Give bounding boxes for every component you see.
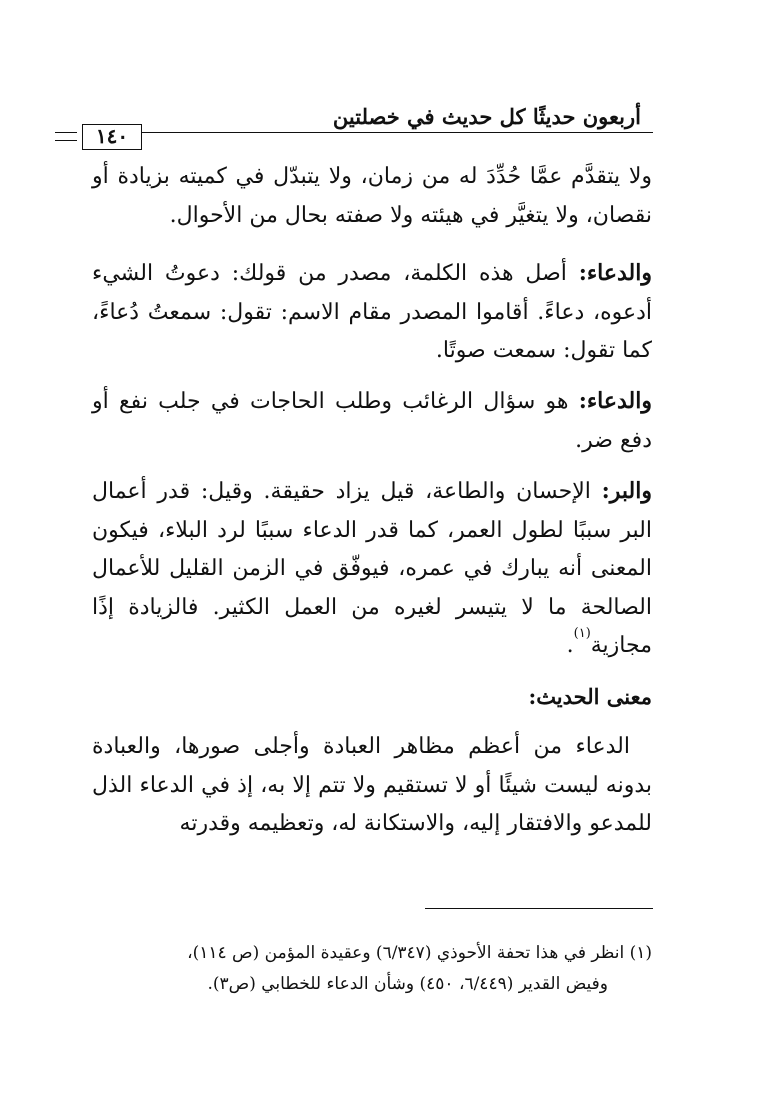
paragraph-2 xyxy=(92,254,652,371)
footnote-line-2: وفيض القدير (٦/٤٤٩، ٤٥٠) وشأن الدعاء للخطابي (ص٣). xyxy=(207,974,608,994)
section-paragraph: الدعاء من أعظم مظاهر العبادة وأجلى صورها، والعبادة بدونه ليست شيئًا أو لا تستقيم ولا تتم إلا به، إذ في الدعاء الذل للمدعو والافتقار إليه، والاستكانة له، وتعظيمه وقدرته xyxy=(92,734,652,836)
section-heading: معنى الحديث: xyxy=(528,684,652,709)
paragraph-4-text: الإحسان والطاعة، قيل يزاد حقيقة. وقيل: قدر أعمال البر سببًا لطول العمر، كما قدر الدعاء سببًا لرد البلاء، فيكون المعنى أنه يبارك في عمره، فيوفّق في الزمن القليل للأعمال الصالحة ما لا يتيسر لغيره من العمل الكثير. فالزيادة إذًا مجازية xyxy=(92,479,653,658)
paragraph-2-text: أصل هذه الكلمة، مصدر من قولك: دعوتُ الشيء أدعوه، دعاءً. أقاموا المصدر مقام الاسم: تقول: سمعتُ دُعاءً، كما تقول: سمعت صوتًا. xyxy=(92,261,652,363)
term-birr: والبر: xyxy=(601,478,652,504)
body-text-3 xyxy=(92,382,652,460)
page-number-box xyxy=(82,124,142,150)
body-text xyxy=(92,158,652,235)
paragraph-4 xyxy=(92,472,652,666)
page-number: ١٤٠ xyxy=(95,124,129,148)
paragraph-3 xyxy=(92,382,652,460)
term-dua: والدعاء: xyxy=(578,260,652,286)
paragraph-4-end: . xyxy=(566,633,574,658)
header-rule xyxy=(142,132,653,133)
footnote-reference: (١) xyxy=(573,626,591,641)
term-dua-2: والدعاء: xyxy=(578,388,652,414)
header-double-rule-top xyxy=(55,132,77,133)
header-double-rule-bottom xyxy=(55,140,77,141)
paragraph-1: ولا يتقدَّم عمَّا حُدِّدَ له من زمان، ولا يتبدّل في كميته بزيادة أو نقصان، ولا يتغيَّر في هيئته ولا صفته بحال من الأحوال. xyxy=(92,164,652,228)
running-title: أربعون حديثًا كل حديث في خصلتين xyxy=(332,104,641,129)
body-text-5 xyxy=(92,728,652,844)
footnote xyxy=(107,938,652,1000)
footnote-separator xyxy=(425,908,653,909)
footnote-line-1: (١) انظر في هذا تحفة الأحوذي (٦/٣٤٧) وعقيدة المؤمن (ص ١١٤)، xyxy=(187,943,652,963)
body-text-2 xyxy=(92,254,652,371)
body-text-4 xyxy=(92,472,652,666)
paragraph-3-text: هو سؤال الرغائب وطلب الحاجات في جلب نفع أو دفع ضر. xyxy=(92,389,652,453)
